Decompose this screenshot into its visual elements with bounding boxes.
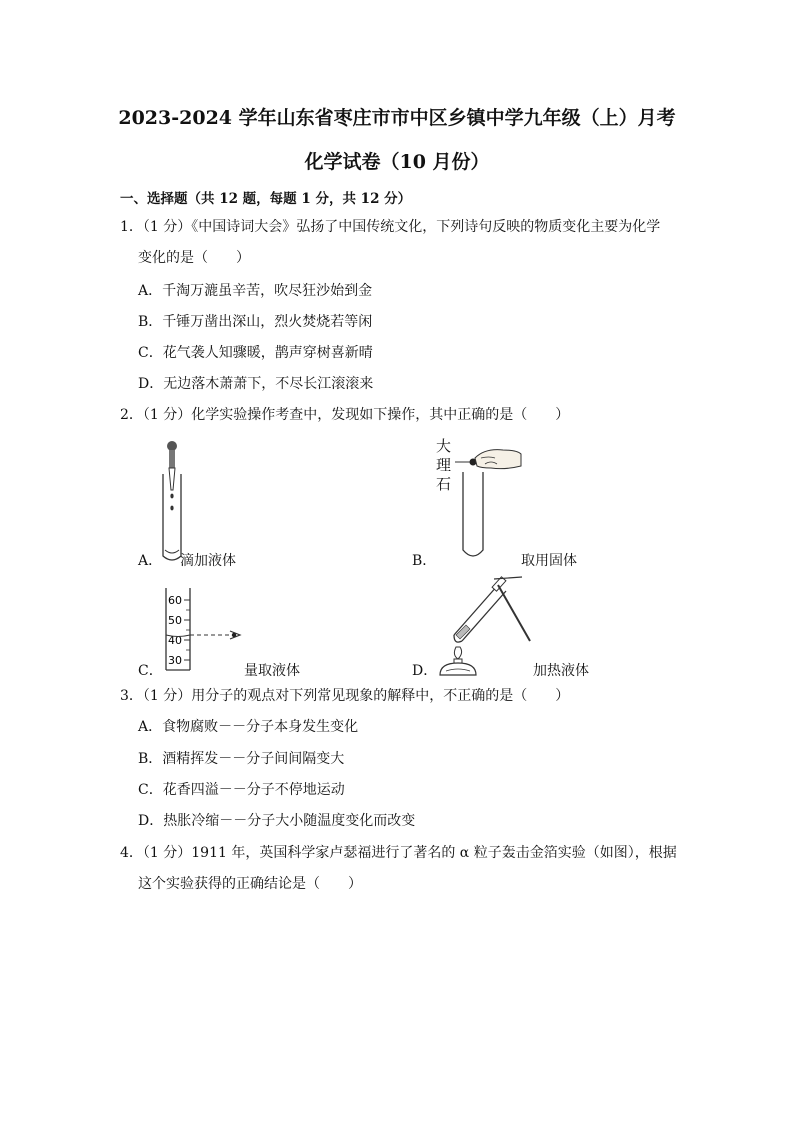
graduated-cylinder-figure: [164, 588, 248, 672]
cylinder-tick-50: 50: [168, 614, 182, 627]
marble-into-tube-figure: [455, 440, 527, 564]
q3-option-b: B．酒精挥发－－分子间间隔变大: [138, 751, 345, 767]
q2-option-c-letter: C．: [138, 663, 163, 679]
q1-stem-line2: 变化的是（ ）: [138, 250, 250, 266]
q2-stem: 2．（1 分）化学实验操作考查中，发现如下操作，其中正确的是（ ）: [120, 407, 570, 423]
q1-option-c: C．花气袭人知骤暖，鹊声穿树喜新晴: [138, 345, 373, 361]
marble-vertical-label: 大 理 石: [436, 437, 452, 493]
section-heading: 一、选择题（共 12 题，每题 1 分，共 12 分）: [120, 191, 412, 207]
q4-stem-line1: 4．（1 分）1911 年，英国科学家卢瑟福进行了著名的 α 粒子轰击金箔实验（如图），根据: [120, 845, 677, 861]
cylinder-tick-60: 60: [168, 594, 182, 607]
q3-option-c: C．花香四溢－－分子不停地运动: [138, 782, 345, 798]
q2-option-b-letter: B．: [412, 553, 437, 569]
q1-option-b: B．千锤万凿出深山，烈火焚烧若等闲: [138, 314, 373, 330]
q2-option-d-letter: D．: [412, 663, 438, 679]
q3-option-a: A．食物腐败－－分子本身发生变化: [138, 719, 359, 735]
q2-option-b-caption: 取用固体: [521, 553, 577, 569]
dropper-in-tube-figure: [155, 438, 195, 566]
q1-option-d: D．无边落木萧萧下，不尽长江滚滚来: [138, 376, 374, 392]
q2-option-a-caption: 滴加液体: [180, 553, 236, 569]
q4-stem-line2: 这个实验获得的正确结论是（ ）: [138, 876, 362, 892]
q3-option-d: D．热胀冷缩－－分子大小随温度变化而改变: [138, 813, 416, 829]
cylinder-tick-40: 40: [168, 634, 182, 647]
q3-stem: 3．（1 分）用分子的观点对下列常见现象的解释中，不正确的是（ ）: [120, 688, 570, 704]
cylinder-tick-30: 30: [168, 654, 182, 667]
q1-stem-line1: 1．（1 分）《中国诗词大会》弘扬了中国传统文化，下列诗句反映的物质变化主要为化学: [120, 219, 661, 235]
q2-option-c-caption: 量取液体: [244, 663, 300, 679]
exam-title-line2: 化学试卷（10 月份）: [304, 151, 490, 173]
q2-option-d-caption: 加热液体: [533, 663, 589, 679]
q2-option-a-letter: A．: [138, 553, 163, 569]
exam-title-line1: 2023-2024 学年山东省枣庄市市中区乡镇中学九年级（上）月考: [118, 107, 676, 129]
heating-liquid-figure: [436, 575, 536, 679]
q1-option-a: A．千淘万漉虽辛苦，吹尽狂沙始到金: [138, 283, 373, 299]
